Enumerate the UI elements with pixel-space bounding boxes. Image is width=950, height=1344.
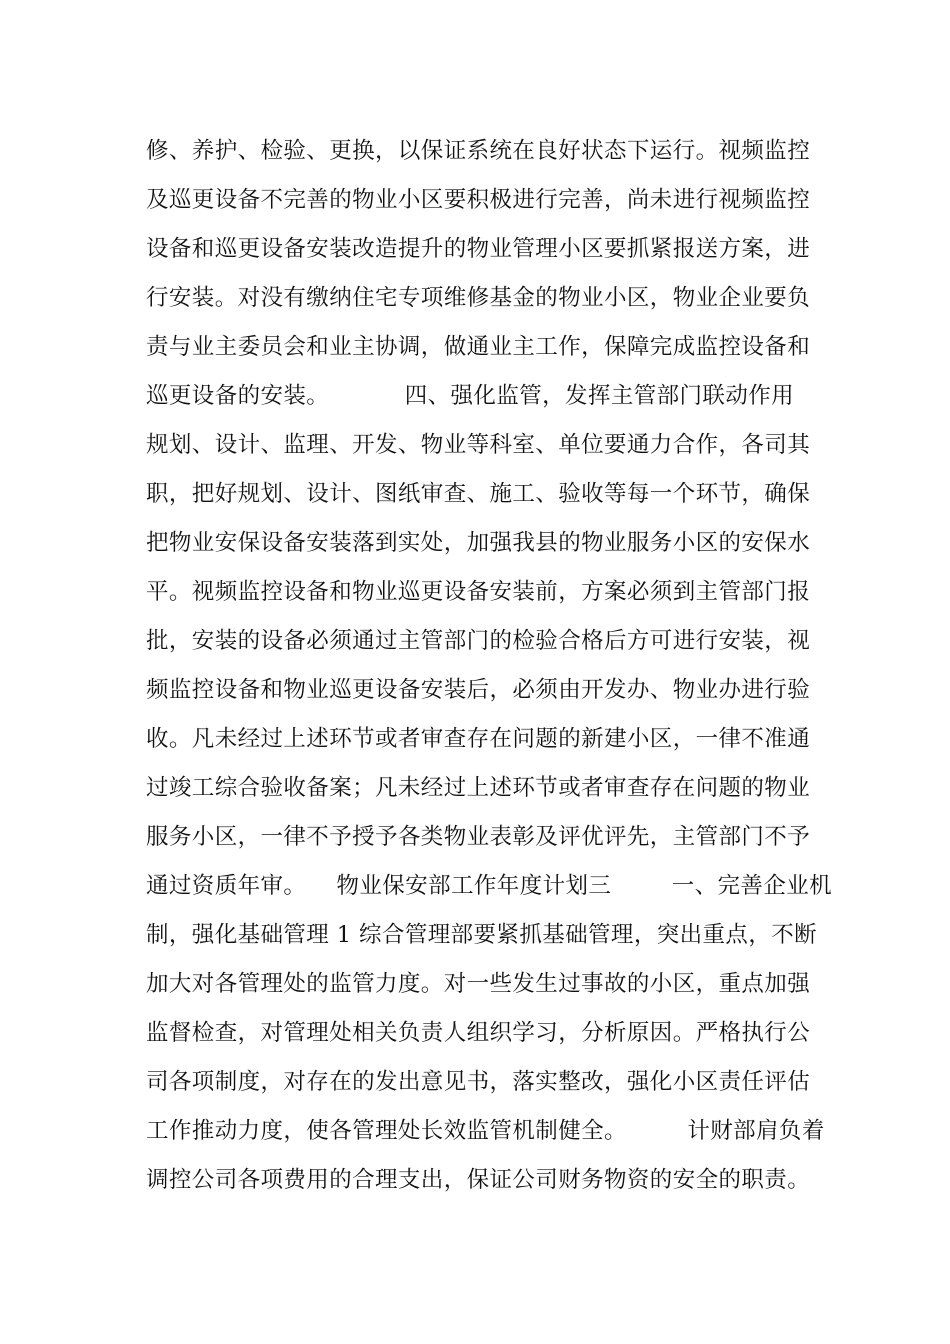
text-line: 加大对各管理处的监管力度。对一些发生过事故的小区，重点加强 — [146, 971, 811, 997]
text-line: 规划、设计、监理、开发、物业等科室、单位要通力合作，各司其 — [146, 432, 811, 458]
text-line: 通过资质年审。 物业保安部工作年度计划三 一、完善企业机 — [146, 873, 833, 899]
text-line: 批，安装的设备必须通过主管部门的检验合格后方可进行安装，视 — [146, 628, 811, 654]
text-line: 修、养护、检验、更换，以保证系统在良好状态下运行。视频监控 — [146, 138, 811, 164]
text-line: 巡更设备的安装。 四、强化监管，发挥主管部门联动作用 — [146, 383, 795, 409]
text-line: 频监控设备和物业巡更设备安装后，必须由开发办、物业办进行验 — [146, 677, 811, 703]
text-line: 工作推动力度，使各管理处长效监管机制健全。 计财部肩负着 — [146, 1118, 825, 1144]
text-line: 行安装。对没有缴纳住宅专项维修基金的物业小区，物业企业要负 — [146, 285, 811, 311]
text-line: 司各项制度，对存在的发出意见书，落实整改，强化小区责任评估 — [146, 1069, 811, 1095]
text-line: 监督检查，对管理处相关负责人组织学习，分析原因。严格执行公 — [146, 1020, 811, 1046]
text-line: 及巡更设备不完善的物业小区要积极进行完善，尚未进行视频监控 — [146, 187, 811, 213]
text-line: 责与业主委员会和业主协调，做通业主工作，保障完成监控设备和 — [146, 334, 811, 360]
text-line: 调控公司各项费用的合理支出，保证公司财务物资的安全的职责。 — [146, 1167, 811, 1193]
text-line: 制，强化基础管理 1 综合管理部要紧抓基础管理，突出重点，不断 — [146, 922, 818, 948]
text-line: 把物业安保设备安装落到实处，加强我县的物业服务小区的安保水 — [146, 530, 811, 556]
text-line: 职，把好规划、设计、图纸审查、施工、验收等每一个环节，确保 — [146, 481, 811, 507]
text-line: 平。视频监控设备和物业巡更设备安装前，方案必须到主管部门报 — [146, 579, 811, 605]
text-line: 设备和巡更设备安装改造提升的物业管理小区要抓紧报送方案，进 — [146, 236, 811, 262]
text-line: 服务小区，一律不予授予各类物业表彰及评优评先，主管部门不予 — [146, 824, 811, 850]
text-line: 过竣工综合验收备案；凡未经过上述环节或者审查存在问题的物业 — [146, 775, 811, 801]
text-line: 收。凡未经过上述环节或者审查存在问题的新建小区，一律不准通 — [146, 726, 811, 752]
